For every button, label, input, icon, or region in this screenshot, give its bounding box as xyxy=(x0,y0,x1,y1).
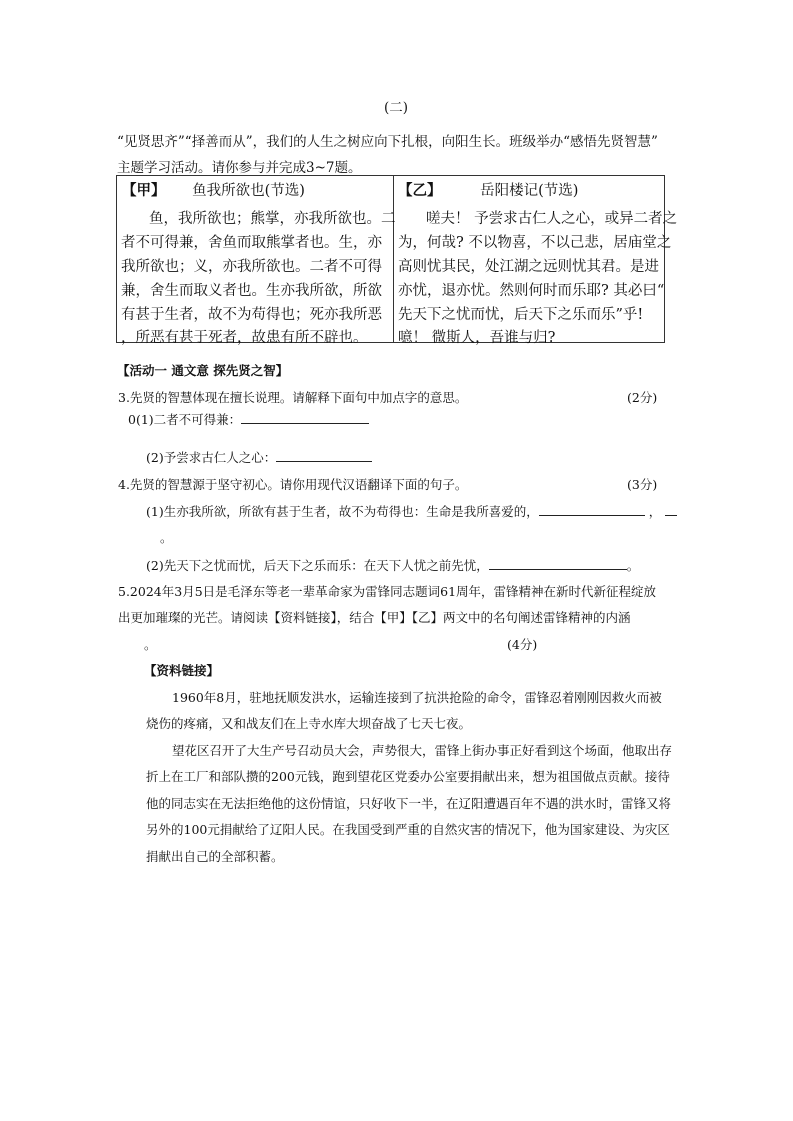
material-p2-line-2: 折上在工厂和部队攒的200元钱，跑到望花区党委办公室要捐献出来，想为祖国做点贡献。接待 xyxy=(146,769,670,784)
passage-jia-line: 兼，舍生而取义者也。生亦我所欲，所欲 xyxy=(121,283,382,299)
passage-jia-line: 鱼，我所欲也；熊掌，亦我所欲也。二 xyxy=(149,211,396,227)
material-p1-line-1: 1960年8月，驻地抚顺发洪水，运输连接到了抗洪抢险的命令，雷锋忍着刚刚因救火而被 xyxy=(172,690,662,705)
passage-jia-title: 鱼我所欲也(节选) xyxy=(192,183,305,199)
passage-jia-tag: 【甲】 xyxy=(122,182,166,199)
passage-jia-line: 我所欲也；义，亦我所欲也。二者不可得 xyxy=(121,259,382,275)
question-4-score: (3分) xyxy=(627,477,658,492)
question-3-score: (2分) xyxy=(627,390,658,405)
passage-jia-line: ，所恶有甚于死者，故患有所不辟也。 xyxy=(121,330,368,346)
passage-yi xyxy=(394,176,678,346)
question-3-stem: 3.先贤的智慧体现在擅长说理。请解释下面句中加点字的意思。 xyxy=(118,390,468,405)
question-3-sub2 xyxy=(146,448,372,466)
question-4-stem: 4.先贤的智慧源于坚守初心。请你用现代汉语翻译下面的句子。 xyxy=(118,477,468,492)
activity-heading: 【活动一 通文意 探先贤之智】 xyxy=(117,363,289,378)
material-p2-line-1: 望花区召开了大生产号召动员大会，声势很大，雷锋上街办事正好看到这个场面，他取出存 xyxy=(172,743,673,758)
passage-yi-title: 岳阳楼记(节选) xyxy=(480,183,579,199)
question-4-sub1-tail-a: ， xyxy=(648,504,662,519)
intro-line-2: 主题学习活动。请你参与并完成3~7题。 xyxy=(117,160,362,176)
passage-yi-line: 嗟夫！ 予尝求古仁人之心，或异二者之 xyxy=(426,211,678,227)
question-3-sub1-label: 0(1)二者不可得兼： xyxy=(128,412,242,427)
answer-blank[interactable] xyxy=(489,557,627,570)
question-4-sub1 xyxy=(146,502,677,520)
answer-blank[interactable] xyxy=(241,411,369,424)
question-3-sub2-label: (2)予尝求古仁人之心： xyxy=(146,450,277,465)
question-4-sub1-end: 。 xyxy=(160,530,173,545)
question-5-line-1: 5.2024年3月5日是毛泽东等老一辈革命家为雷锋同志题词61周年，雷锋精神在新时代新征程绽放 xyxy=(118,584,657,599)
question-3-sub1 xyxy=(128,410,369,428)
passage-jia-line: 有甚于生者，故不为苟得也；死亦我所恶 xyxy=(121,307,382,323)
question-4-sub2-tail: 。 xyxy=(626,558,640,573)
material-p1-line-2: 烧伤的疼痛，又和战友们在上寺水库大坝奋战了七天七夜。 xyxy=(146,716,472,731)
passage-yi-line: 噫！ 微斯人，吾谁与归? xyxy=(398,330,556,346)
passage-jia-line: 者不可得兼，舍鱼而取熊掌者也。生，亦 xyxy=(121,235,382,251)
passage-yi-line: 为，何哉? 不以物喜，不以己悲，居庙堂之 xyxy=(398,235,672,251)
answer-blank[interactable] xyxy=(539,503,645,516)
question-5-score: (4分) xyxy=(507,637,538,652)
passage-yi-tag: 【乙】 xyxy=(398,182,442,199)
material-p2-line-5: 捐献出自己的全部积蓄。 xyxy=(146,849,284,864)
passage-jia xyxy=(117,176,396,346)
passage-yi-line: 先天下之忧而忧，后天下之乐而乐”乎! xyxy=(398,307,644,323)
answer-blank[interactable] xyxy=(276,449,372,462)
material-p2-line-3: 他的同志实在无法拒绝他的这份情谊，只好收下一半，在辽阳遭遇百年不遇的洪水时，雷锋又将 xyxy=(146,796,672,811)
intro-line-1: “见贤思齐”“择善而从”，我们的人生之树应向下扎根，向阳生长。班级举办“感悟先贤智慧” xyxy=(117,134,658,150)
material-header: 【资料链接】 xyxy=(144,663,220,678)
material-p2-line-4: 另外的100元捐献给了辽阳人民。在我国受到严重的自然灾害的情况下，他为国家建设、为灾区 xyxy=(146,822,670,837)
passages-table xyxy=(116,175,678,346)
question-5-line-3: 。 xyxy=(144,637,157,652)
question-4-sub2-label: (2)先天下之忧而忧，后天下之乐而乐：在天下人忧之前先忧， xyxy=(146,558,489,573)
section-title: (二) xyxy=(384,100,409,116)
passage-yi-line: 高则忧其民，处江湖之远则忧其君。是进 xyxy=(398,259,659,275)
question-5-line-2: 出更加璀璨的光芒。请阅读【资料链接】，结合【甲】【乙】两文中的名句阐述雷锋精神的内涵 xyxy=(118,610,631,625)
passage-yi-line: 亦忧，退亦忧。然则何时而乐耶? 其必曰“ xyxy=(398,283,665,299)
question-4-sub2 xyxy=(146,556,639,574)
question-4-sub1-label: (1)生亦我所欲，所欲有甚于生者，故不为苟得也：生命是我所喜爱的， xyxy=(146,504,539,519)
answer-blank[interactable] xyxy=(665,503,677,516)
